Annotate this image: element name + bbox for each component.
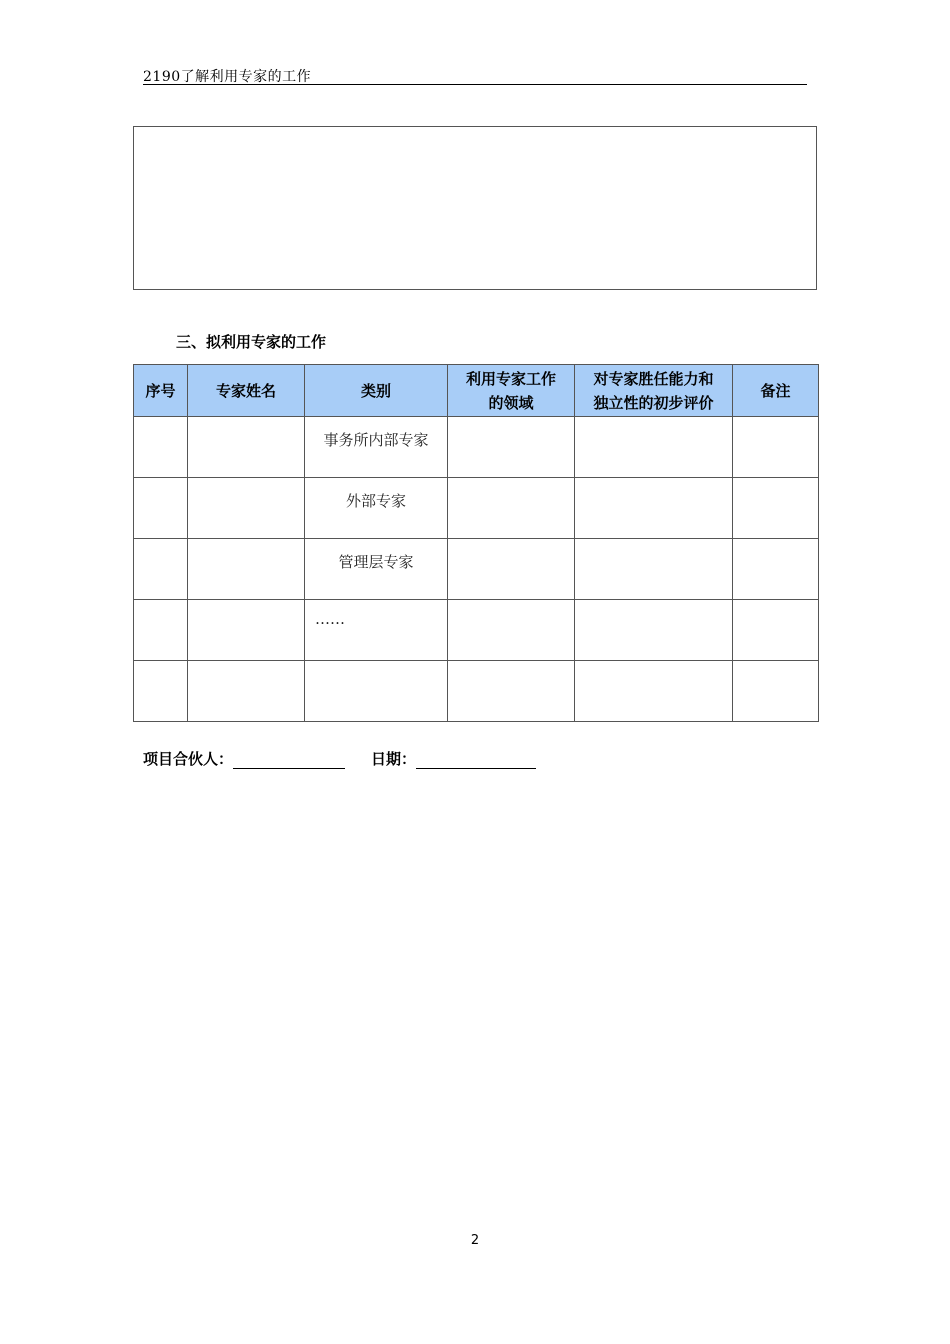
cell-remarks[interactable]	[733, 600, 819, 661]
header-category: 类别	[305, 365, 448, 417]
cell-remarks[interactable]	[733, 478, 819, 539]
cell-expert-name[interactable]	[188, 478, 305, 539]
cell-evaluation[interactable]	[575, 478, 733, 539]
category-text: 事务所内部专家	[323, 431, 429, 449]
cell-category[interactable]	[305, 539, 448, 600]
cell-field[interactable]	[448, 539, 575, 600]
cell-expert-name[interactable]	[188, 539, 305, 600]
cell-remarks[interactable]	[733, 539, 819, 600]
category-text: 管理层专家	[338, 553, 414, 571]
header-title: 2190了解利用专家的工作	[143, 69, 312, 85]
cell-category[interactable]	[305, 600, 448, 661]
category-text: ……	[315, 610, 345, 628]
header-field-line-2: 的领域	[488, 393, 534, 412]
cell-field[interactable]	[448, 600, 575, 661]
partner-label: 项目合伙人：	[143, 750, 234, 768]
cell-index[interactable]	[134, 661, 188, 722]
cell-index[interactable]	[134, 539, 188, 600]
cell-evaluation[interactable]	[575, 600, 733, 661]
cell-field[interactable]	[448, 661, 575, 722]
section-title: 三、拟利用专家的工作	[176, 333, 327, 351]
category-text	[305, 661, 447, 673]
header-evaluation	[575, 365, 733, 417]
cell-expert-name[interactable]	[188, 417, 305, 478]
cell-index[interactable]	[134, 600, 188, 661]
cell-category[interactable]	[305, 478, 448, 539]
cell-field[interactable]	[448, 478, 575, 539]
header-evaluation-line-1: 对专家胜任能力和	[593, 369, 714, 388]
cell-expert-name[interactable]	[188, 661, 305, 722]
table-row	[134, 417, 819, 478]
cell-field[interactable]	[448, 417, 575, 478]
header-expert-name: 专家姓名	[188, 365, 305, 417]
table-row	[134, 539, 819, 600]
date-signature-line[interactable]	[416, 752, 536, 769]
experts-table	[133, 364, 819, 722]
cell-index[interactable]	[134, 417, 188, 478]
cell-remarks[interactable]	[733, 661, 819, 722]
header-remarks: 备注	[733, 365, 819, 417]
cell-index[interactable]	[134, 478, 188, 539]
blank-text-box	[133, 126, 817, 290]
page-number: 2	[470, 1233, 480, 1248]
table-row	[134, 661, 819, 722]
table-header-row	[134, 365, 819, 417]
table-row	[134, 478, 819, 539]
cell-evaluation[interactable]	[575, 539, 733, 600]
cell-category[interactable]	[305, 417, 448, 478]
category-text: 外部专家	[345, 492, 406, 510]
header-index: 序号	[134, 365, 188, 417]
signature-row	[143, 748, 536, 769]
page-header	[143, 64, 807, 85]
cell-expert-name[interactable]	[188, 600, 305, 661]
cell-category[interactable]	[305, 661, 448, 722]
header-field-line-1: 利用专家工作	[465, 369, 556, 388]
table-row	[134, 600, 819, 661]
cell-evaluation[interactable]	[575, 417, 733, 478]
cell-evaluation[interactable]	[575, 661, 733, 722]
cell-remarks[interactable]	[733, 417, 819, 478]
date-label: 日期：	[371, 750, 417, 768]
header-field	[448, 365, 575, 417]
partner-signature-line[interactable]	[233, 752, 345, 769]
header-evaluation-line-2: 独立性的初步评价	[593, 393, 714, 412]
